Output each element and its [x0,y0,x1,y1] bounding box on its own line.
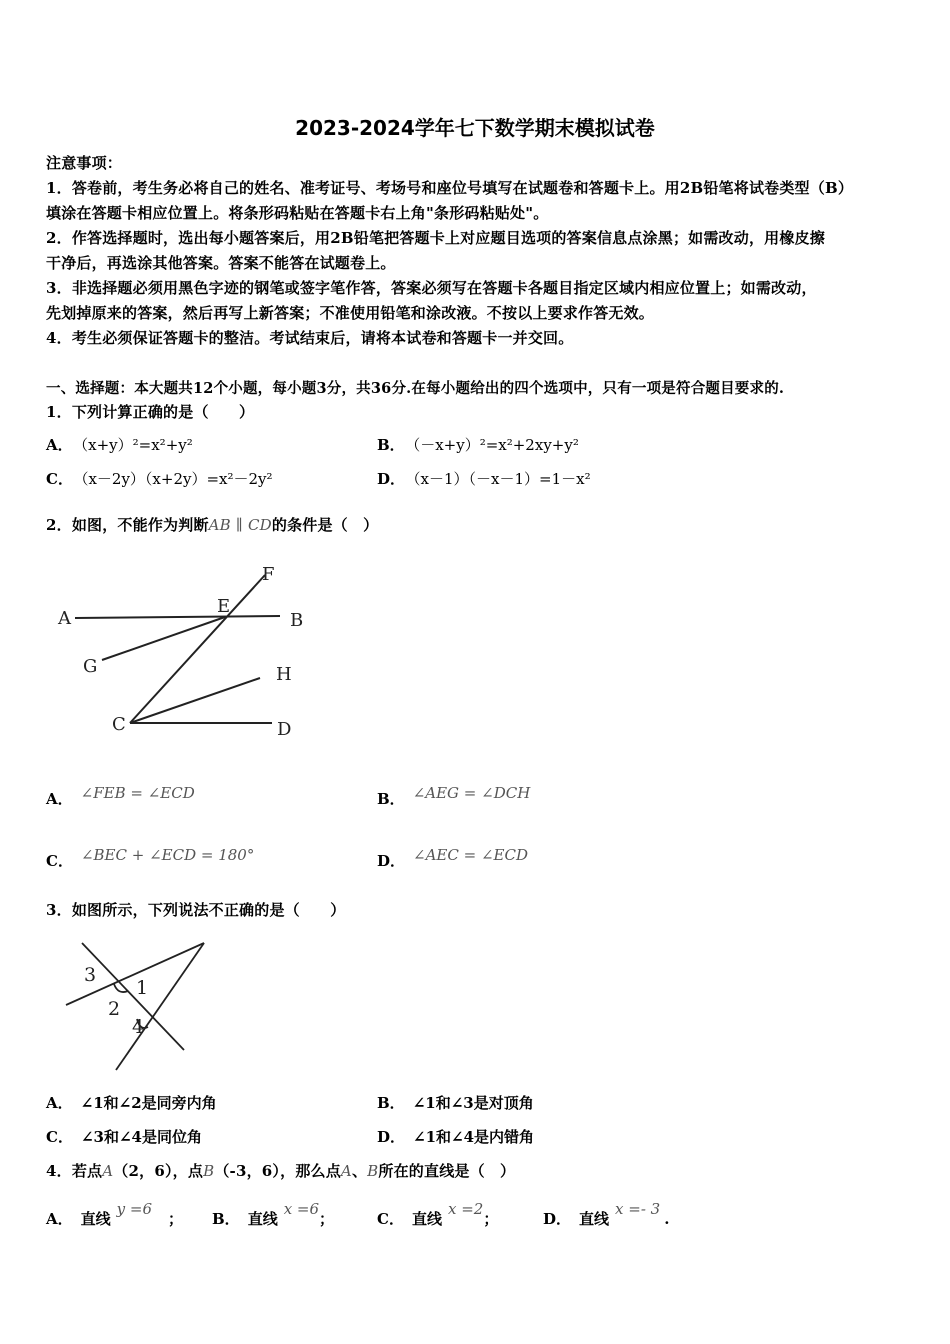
option-word: 直线 [80,1210,111,1228]
option-label: A． [46,436,73,454]
q3-option-a[interactable] [46,1092,217,1113]
option-label: C． [46,470,73,488]
option-math: y =6 [116,1200,153,1218]
q4-point-a: A [102,1162,114,1180]
option-text: ∠AEC = ∠ECD [413,846,528,864]
q2-option-a[interactable] [46,782,195,808]
option-text: ∠3和∠4是同位角 [80,1128,202,1146]
option-label: A． [46,790,73,808]
label-e: E [217,596,231,617]
notice-line: 4．考生必须保证答题卡的整洁。考试结束后，请将本试卷和答题卡一并交回。 [46,329,574,347]
label-g: G [83,656,98,677]
option-text: ∠AEG = ∠DCH [412,784,531,802]
q4-stem-part: 4．若点 [46,1162,103,1180]
label-h: H [276,664,292,685]
q4-option-b[interactable] [212,1198,335,1228]
q2-stem [46,514,378,535]
option-label: D． [543,1210,572,1228]
q3-option-d[interactable] [377,1126,534,1147]
option-text: ∠1和∠4是内错角 [413,1128,535,1146]
option-tail: . [664,1210,670,1228]
option-label: B． [377,436,405,454]
option-label: C． [46,852,73,870]
q4-point-b: B [367,1162,379,1180]
q2-option-c[interactable] [46,844,255,870]
page-title: 2023-2024学年七下数学期末模拟试卷 [295,116,655,140]
option-text: ∠1和∠3是对顶角 [412,1094,534,1112]
option-text: （x－1）（－x－1）=1－x² [413,470,591,488]
q1-option-c[interactable] [46,468,273,489]
angle-label-4: 4 [132,1016,145,1038]
q1-option-a[interactable] [46,434,193,455]
q2-stem-math: AB ∥ CD [208,516,272,534]
option-text: ∠1和∠2是同旁内角 [80,1094,217,1112]
notice-line: 3．非选择题必须用黑色字迹的钢笔或签字笔作答，答案必须写在答题卡各题目指定区域内相应位置上；如需改动， [46,279,817,297]
label-a: A [58,608,71,629]
q2-option-d[interactable] [377,844,528,870]
option-math: x =- 3 [615,1200,661,1218]
q2-option-b[interactable] [377,782,531,808]
option-text: （x+y）²=x²+y² [80,436,193,454]
option-label: A． [46,1210,73,1228]
notice-line: 先划掉原来的答案，然后再写上新答案；不准使用铅笔和涂改液。不按以上要求作答无效。 [46,304,655,322]
q4-stem-part: （2，6），点 [113,1162,204,1180]
option-label: D． [377,852,406,870]
label-b: B [290,610,304,631]
option-label: C． [46,1128,73,1146]
line-ab [75,616,280,618]
q4-option-a[interactable] [46,1198,184,1228]
q2-figure [50,560,320,745]
q4-stem [46,1160,515,1181]
option-text: （－x+y）²=x²+2xy+y² [412,436,579,454]
option-tail: ； [483,1210,499,1228]
q4-option-d[interactable] [543,1198,670,1228]
section-heading: 一、选择题：本大题共12个小题，每小题3分，共36分.在每小题给出的四个选项中，只有一项是符合题目要求的. [46,380,785,397]
notice-line: 填涂在答题卡相应位置上。将条形码粘贴在答题卡右上角"条形码粘贴处"。 [46,204,549,222]
option-math: x =2 [447,1200,484,1218]
option-text: ∠FEB = ∠ECD [80,784,195,802]
q4-option-c[interactable] [377,1198,499,1228]
notice-line: 2．作答选择题时，选出每小题答案后，用2B铅笔把答题卡上对应题目选项的答案信息点涂黑；如需改动，用橡皮擦 [46,229,825,247]
notice-heading: 注意事项： [46,154,123,172]
q1-option-d[interactable] [377,468,591,489]
option-text: ∠BEC + ∠ECD = 180° [80,846,255,864]
q1-option-b[interactable] [377,434,579,455]
q1-stem: 1．下列计算正确的是（ ） [46,403,255,421]
q2-stem-post: 的条件是（ ） [271,516,379,534]
option-word: 直线 [579,1210,610,1228]
q3-option-c[interactable] [46,1126,202,1147]
option-math: x =6 [283,1200,320,1218]
q4-stem-part: （-3，6），那么点 [214,1162,341,1180]
q2-stem-pre: 2．如图，不能作为判断 [46,516,209,534]
q3-option-b[interactable] [377,1092,534,1113]
line-ef [130,575,265,723]
option-label: B． [377,1094,405,1112]
angle-label-3: 3 [84,964,97,986]
option-label: B． [377,790,405,808]
q4-stem-part: 、 [351,1162,368,1180]
option-word: 直线 [411,1210,442,1228]
q4-stem-part: 所在的直线是（ ） [378,1162,516,1180]
q4-point-b: B [203,1162,215,1180]
q3-figure [60,935,210,1075]
q4-point-a: A [340,1162,352,1180]
label-c: C [112,714,126,735]
option-label: D． [377,470,406,488]
notice-line: 干净后，再选涂其他答案。答案不能答在试题卷上。 [46,254,396,272]
angle-label-1: 1 [136,977,149,999]
option-tail: ； [168,1210,184,1228]
notice-line: 1．答卷前，考生务必将自己的姓名、准考证号、考场号和座位号填写在试题卷和答题卡上。用2B铅笔将试卷类型（B） [46,179,854,197]
option-text: （x－2y）（x+2y）=x²－2y² [80,470,273,488]
option-tail: ； [319,1210,335,1228]
option-label: B． [212,1210,240,1228]
option-label: A． [46,1094,73,1112]
label-d: D [277,719,292,740]
option-label: D． [377,1128,406,1146]
q3-stem: 3．如图所示，下列说法不正确的是（ ） [46,901,346,919]
label-f: F [262,564,275,585]
angle-label-2: 2 [108,998,121,1020]
option-label: C． [377,1210,404,1228]
option-word: 直线 [247,1210,278,1228]
